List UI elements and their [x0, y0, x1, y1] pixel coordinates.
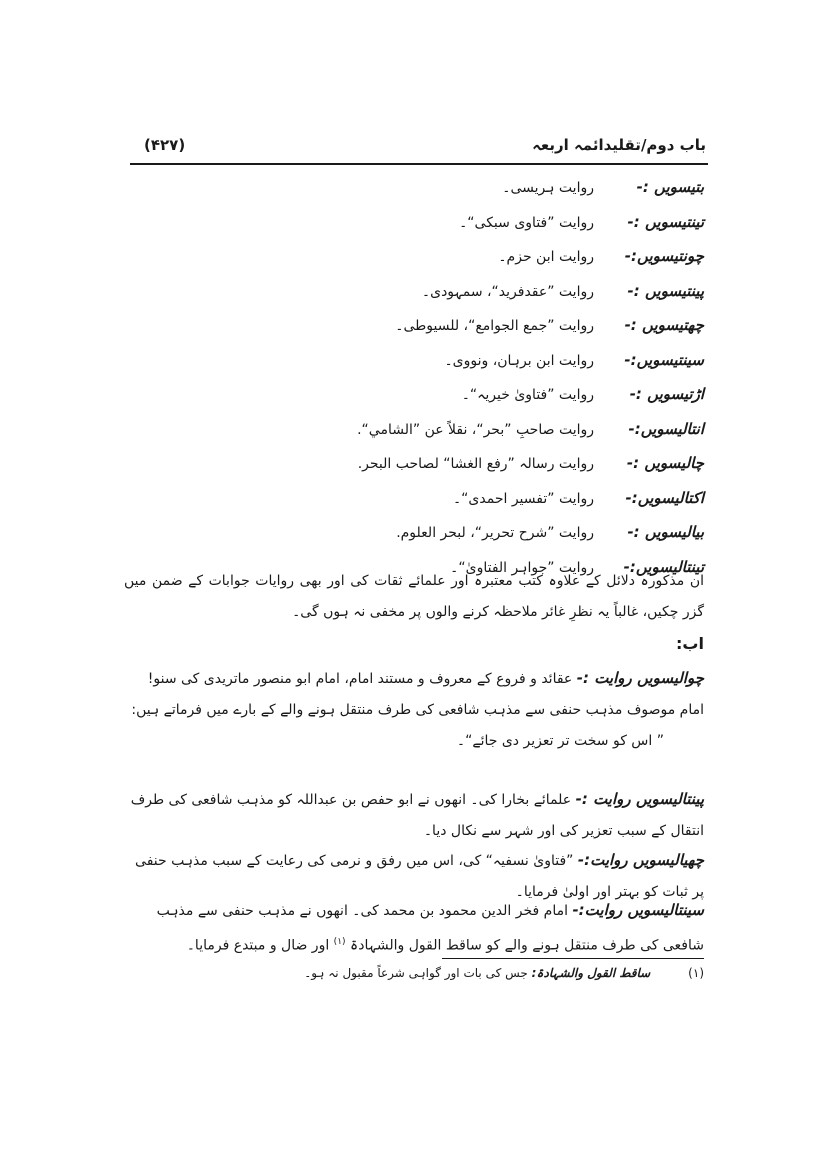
list-item — [204, 205, 704, 240]
ordinal-label: تینتالیسویں:- — [623, 557, 704, 576]
list-item — [204, 377, 704, 412]
narration-text: روایت ابن برہان، ونووی۔ — [444, 352, 594, 369]
list-item — [204, 446, 704, 481]
ordinal-label: سینتیسویں:- — [624, 350, 704, 369]
list-item — [204, 274, 704, 309]
footnote-ref: (۱) — [333, 937, 346, 947]
narration-section — [124, 784, 704, 847]
section-label: سینتالیسویں روایت:- — [572, 901, 704, 919]
ordinal-label: چونتیسویں:- — [624, 247, 704, 265]
narration-text: روایت ”جمع الجوامع“، للسیوطی۔ — [395, 318, 594, 334]
ordinal-label: بیالیسویں :- — [627, 523, 704, 541]
page-number: (۴۲۷) — [144, 136, 186, 154]
section-text: عقائد و فروع کے معروف و مستند امام، امام ابو منصور ماتریدی کی سنو! امام موصوف مذہب حنفی سے مذہب شافعی کی طرف منتقل ہونے والے کے بارے میں فرماتے ہیں: — [131, 671, 704, 718]
header-rule — [130, 163, 708, 165]
ordinal-label: چھتیسویں :- — [624, 316, 704, 334]
narration-list — [204, 170, 704, 584]
summary-paragraph: ان مذکورہ دلائل کے علاوہ کتب معتبرہ اور علمائے ثقات کی اور بھی روایات جوابات کے ضمن میں گزر چکیں، غالباً یہ نظرِ غائر ملاحظہ کرنے والوں پر مخفی نہ ہوں گی۔ — [124, 573, 704, 620]
footnote-term: ساقط القول والشہادۃ: — [531, 966, 651, 980]
section-text: ”فتاویٰ نسفیہ“ کی، اس میں رفق و نرمی کی رعایت کے سبب مذہب حنفی پر ثبات کو بہتر اور اولیٰ فرمایا۔ — [135, 853, 704, 900]
ordinal-label: چالیسویں :- — [626, 454, 704, 472]
ordinal-label: اڑتیسویں :- — [629, 385, 704, 403]
list-item — [204, 481, 704, 516]
list-item — [204, 239, 704, 274]
section-label: پینتالیسویں روایت :- — [575, 790, 704, 808]
narration-text: روایت ”فتاوی سبکی“۔ — [459, 214, 594, 231]
narration-section — [124, 895, 704, 962]
section-label: چوالیسویں روایت :- — [576, 669, 704, 687]
footnote-rule — [442, 958, 704, 959]
list-item — [204, 308, 704, 343]
list-item — [204, 170, 704, 205]
ordinal-label: بتیسویں :- — [636, 178, 704, 196]
footnote — [124, 962, 704, 984]
list-item — [204, 515, 704, 550]
section-text-after: اور ضال و مبتدع فرمایا۔ — [186, 937, 330, 954]
list-item — [204, 343, 704, 378]
footnote-definition: جس کی بات اور گواہی شرعاً مقبول نہ ہو۔ — [304, 966, 528, 980]
section-text: علمائے بخارا کی۔ انھوں نے ابو حفص بن عبداللہ کو مذہب شافعی کی طرف انتقال کے سبب تعزیر کی اور شہر سے نکال دیا۔ — [130, 792, 704, 839]
footnote-number: (۱) — [688, 966, 704, 980]
narration-text: روایت ”شرح تحریر“، لبحر العلوم. — [396, 525, 594, 541]
narration-text: روایت رسالہ ”رفع الغشا“ لصاحب البحر. — [357, 456, 594, 472]
ordinal-label: اکتالیسویں:- — [625, 488, 704, 507]
section-text: امام فخر الدین محمود بن محمد کی۔ انھوں نے مذہب حنفی سے مذہب شافعی کی طرف منتقل ہونے والے کو ساقط القول والشہادۃ — [156, 903, 704, 954]
narration-text: روایت ہریسی۔ — [502, 180, 594, 196]
narration-text: روایت ”فتاویٰ خیریہ“۔ — [461, 387, 594, 403]
ordinal-label: انتالیسویں:- — [628, 419, 704, 438]
chapter-title: باب دوم/تقلیدائمہ اربعہ — [532, 136, 706, 154]
section-heading: اب: — [676, 634, 704, 653]
ordinal-label: تینتیسویں :- — [627, 212, 704, 231]
narration-text: روایت ”عقدفرید“، سمہودی۔ — [421, 283, 594, 300]
narration-text: روایت ”تفسیر احمدی“۔ — [452, 490, 594, 507]
list-item — [204, 412, 704, 447]
narration-section — [124, 663, 704, 757]
narration-text: روایت ”جواہر الفتاویٰ“۔ — [450, 559, 594, 576]
section-quote: ” اس کو سخت تر تعزیر دی جائے“۔ — [456, 733, 664, 749]
narration-text: روایت ابن حزم۔ — [498, 249, 594, 265]
ordinal-label: پینتیسویں :- — [627, 281, 704, 300]
narration-text: روایت صاحبِ ”بحر“، نقلاً عن ”الشامي“. — [357, 421, 594, 438]
section-label: چھیالیسویں روایت:- — [577, 851, 704, 869]
